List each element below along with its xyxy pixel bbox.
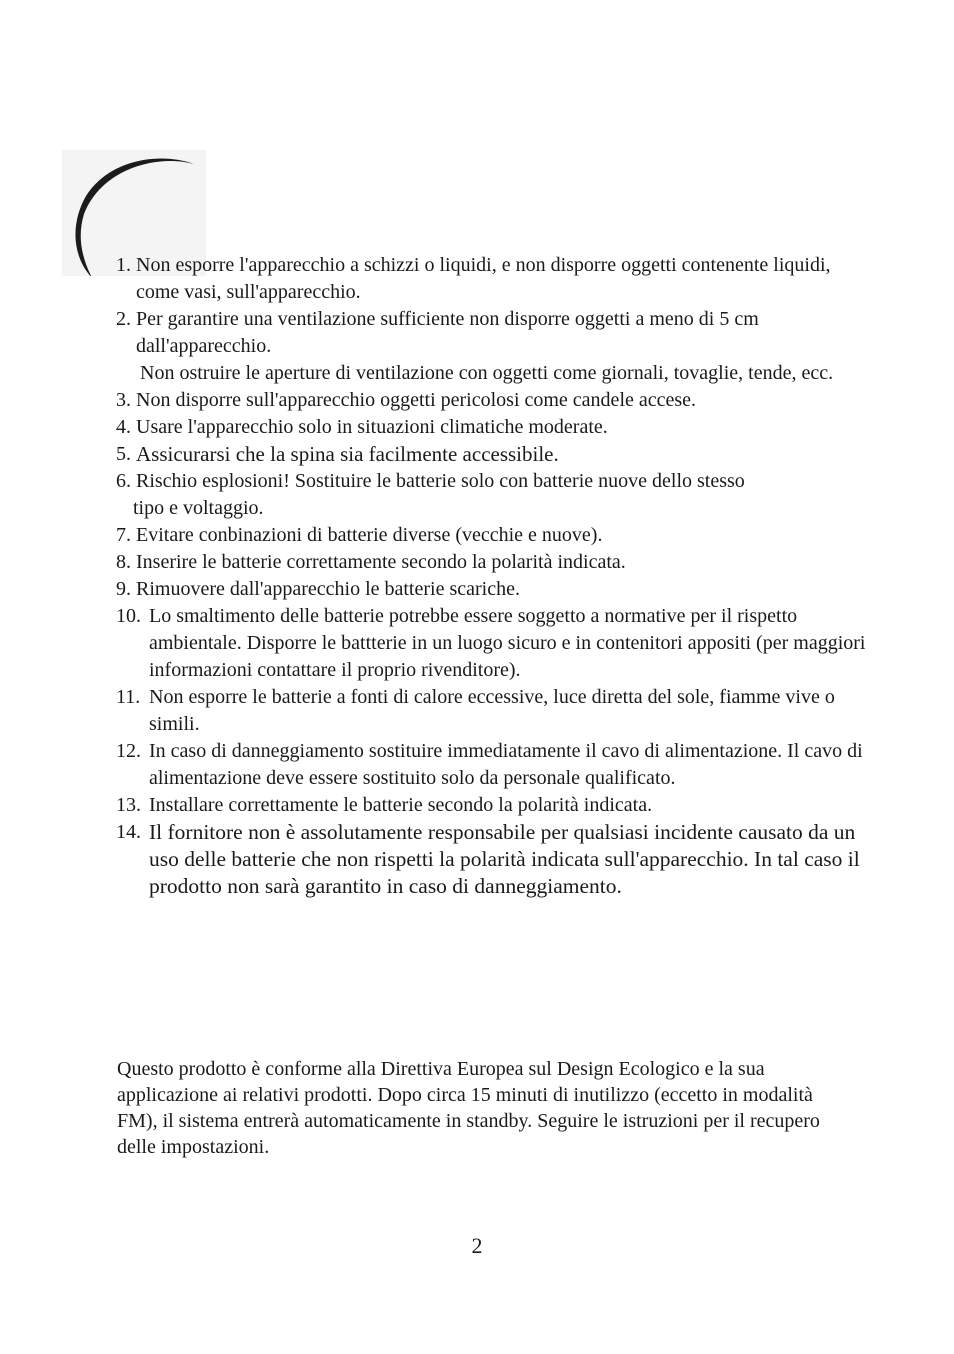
item-text: Non disporre sull'apparecchio oggetti pericolosi come candele accese. (136, 389, 697, 411)
instruction-item-9 (114, 576, 874, 603)
item-extra-text: Non ostruire le aperture di ventilazione con oggetti come giornali, tovaglie, tende, ecc. (140, 362, 834, 384)
item-text: In caso di danneggiamento sostituire immediatamente il cavo di alimentazione. Il cavo di alimentazione deve essere sostituito solo da personale qualificato. (149, 740, 863, 789)
instruction-item-2 (114, 306, 874, 387)
item-text: Rimuovere dall'apparecchio le batterie scariche. (136, 578, 520, 600)
item-number: 3. (116, 389, 131, 411)
item-text: Il fornitore non è assolutamente responsabile per qualsiasi incidente causato da un uso delle batterie che non rispetti la polarità indicata sull'apparecchio. In tal caso il prodotto non sarà garantito in caso di danneggiamento. (149, 820, 860, 898)
instruction-item-6 (114, 468, 874, 522)
item-text: Non esporre l'apparecchio a schizzi o liquidi, e non disporre oggetti contenente liquidi, come vasi, sull'apparecchio. (136, 254, 831, 303)
item-text: Lo smaltimento delle batterie potrebbe essere soggetto a normative per il rispetto ambientale. Disporre le battterie in un luogo sicuro e in contenitori appositi (per maggiori informazioni contattare il proprio rivenditore). (149, 605, 866, 681)
item-number: 8. (116, 551, 131, 573)
item-text: Assicurarsi che la spina sia facilmente accessibile. (136, 442, 559, 466)
page-number: 2 (471, 1233, 483, 1258)
instruction-item-14 (114, 819, 874, 900)
item-number: 9. (116, 578, 131, 600)
item-text: Inserire le batterie correttamente secondo la polarità indicata. (136, 551, 626, 573)
item-number: 1. (116, 254, 131, 276)
item-text: Per garantire una ventilazione sufficiente non disporre oggetti a meno di 5 cm dall'apparecchio. (136, 308, 759, 357)
instruction-item-10 (114, 603, 874, 684)
instruction-item-11 (114, 684, 874, 738)
item-number: 4. (116, 416, 131, 438)
instruction-item-13 (114, 792, 874, 819)
item-number: 6. (116, 470, 131, 492)
item-number: 10. (116, 605, 141, 627)
item-number: 2. (116, 308, 131, 330)
instruction-item-8 (114, 549, 874, 576)
instruction-item-5 (114, 441, 874, 468)
item-number: 12. (116, 740, 141, 762)
item-number: 5. (116, 443, 131, 465)
item-text-continued: tipo e voltaggio. (133, 497, 264, 519)
instruction-item-7 (114, 522, 874, 549)
safety-instructions-list (114, 252, 874, 900)
instruction-item-12 (114, 738, 874, 792)
item-number: 14. (116, 821, 141, 843)
instruction-item-3 (114, 387, 874, 414)
item-text: Non esporre le batterie a fonti di calore eccessive, luce diretta del sole, fiamme vive o simili. (149, 686, 835, 735)
item-number: 11. (116, 686, 141, 708)
eco-design-notice: Questo prodotto è conforme alla Direttiva Europea sul Design Ecologico e la sua applicazione ai relativi prodotti. Dopo circa 15 minuti di inutilizzo (eccetto in modalità FM), il sistema entrerà automaticamente in standby. Seguire le istruzioni per il recupero delle impostazioni. (117, 1058, 820, 1158)
item-number: 7. (116, 524, 131, 546)
instruction-item-1 (114, 252, 874, 306)
instruction-item-4 (114, 414, 874, 441)
item-text: Evitare conbinazioni di batterie diverse (vecchie e nuove). (136, 524, 603, 546)
item-number: 13. (116, 794, 141, 816)
item-text: Rischio esplosioni! Sostituire le batterie solo con batterie nuove dello stesso (136, 470, 745, 492)
item-text: Installare correttamente le batterie secondo la polarità indicata. (149, 794, 653, 816)
item-text: Usare l'apparecchio solo in situazioni climatiche moderate. (136, 416, 608, 438)
